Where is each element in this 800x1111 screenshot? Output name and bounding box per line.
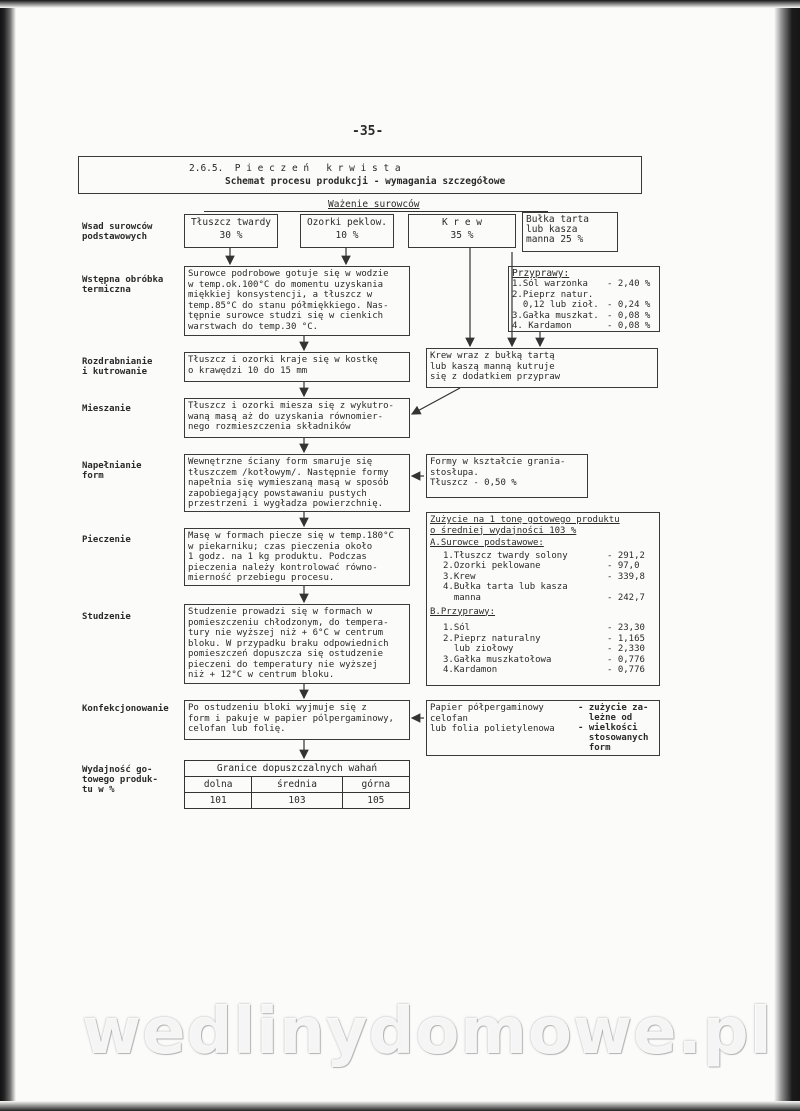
raw-material-blood: K r e w 35 %: [408, 214, 516, 248]
label-raw-input: Wsad surowców podstawowych: [82, 222, 153, 242]
yield-value-high: 105: [342, 793, 409, 809]
weighing-title: Ważenie surowców: [328, 199, 420, 210]
packing-box: Po ostudzeniu bloki wyjmuje się z form i pakuje w papier pólpergaminowy, celofan lub folię.: [184, 700, 410, 740]
yield-value-mid: 103: [252, 793, 342, 809]
raw-material-breadcrumbs: Bułka tarta lub kasza manna 25 %: [522, 212, 618, 252]
label-yield: Wydajność go- towego produk- tu w %: [82, 765, 158, 795]
mixing-box: Tłuszcz i ozorki miesza się z wykutro- waną masą aż do uzyskania równomier- nego rozmieszczenia składników: [184, 398, 410, 438]
consumption-title: Zużycie na 1 tonę gotowego produktu o średniej wydajności 103 %: [430, 515, 620, 536]
raw-material-fat: Tłuszcz twardy 30 %: [184, 214, 278, 248]
scan-edge-top: [0, 0, 800, 8]
yield-col-mid: średnia: [252, 777, 342, 793]
cooling-box: Studzenie prowadzi się w formach w pomieszczeniu chłodzonym, do tempera- tury nie wyższej niż + 6°C w centrum bloku. W przypadku braku odpowiednich pomieszczeń dopuszcza się ostudzenie pieczeni do temperatury nie wyższej niż + 12°C w centrum bloku.: [184, 604, 410, 684]
section-title: 2.6.5. P i e c z e ń k r w i s t a: [189, 163, 401, 174]
scan-edge-bottom: [0, 1101, 800, 1111]
forms-box: Formy w kształcie grania- stosłupa. Tłuszcz - 0,50 %: [426, 454, 588, 498]
consumption-section-b: B.Przyprawy:: [430, 606, 496, 617]
yield-table: [184, 760, 410, 809]
section-subtitle: Schemat procesu produkcji - wymagania szczegółowe: [225, 176, 506, 187]
watermark: wedlinydomowe.pl: [82, 995, 773, 1069]
yield-table-header: Granice dopuszczalnych wahań: [185, 761, 410, 777]
consumption-a-list: 1.Tłuszcz twardy solony - 291,2 2.Ozorki peklowane - 97,0 3.Krew - 339,8 4.Bułka tarta lub kasza manna - 242,7: [443, 550, 645, 603]
consumption-b-list: 1.Sól - 23,30 2.Pieprz naturalny lub ziołowy - 1,165 - 2,330 3.Gałka muszkatołowa - 0,776 4.Kardamon - 0,776: [443, 623, 645, 675]
label-thermal: Wstępna obróbka termiczna: [82, 275, 164, 295]
consumption-section-a: A.Surowce podstawowe:: [430, 538, 544, 548]
yield-value-low: 101: [185, 793, 252, 809]
consumption-box: [426, 512, 660, 686]
label-grinding: Rozdrabnianie i kutrowanie: [82, 357, 153, 377]
label-filling: Napełnianie form: [82, 461, 142, 481]
weighing-line: [204, 211, 548, 212]
filling-box: Wewnętrzne ściany form smaruje się tłuszczem /kotłowym/. Następnie formy napełnia się wymieszaną masą w sposób zapobiegający powstawaniu pustych przestrzeni i wygładza powierzchnię.: [184, 454, 410, 512]
label-baking: Pieczenie: [82, 535, 131, 545]
yield-col-low: dolna: [185, 777, 252, 793]
scan-edge-right: [774, 0, 800, 1111]
page-number: -35-: [352, 124, 384, 139]
scan-edge-left: [0, 0, 16, 1111]
baking-box: Masę w formach piecze się w temp.180°C w piekarniku; czas pieczenia około 1 godz. na 1 kg produktu. Podczas pieczenia należy kontrolować równo- mierność przebiegu procesu.: [184, 528, 410, 586]
label-mixing: Mieszanie: [82, 404, 131, 414]
header-box: [78, 156, 642, 194]
yield-col-high: górna: [342, 777, 409, 793]
thermal-box: Surowce podrobowe gotuje się w wodzie w temp.ok.100°C do momentu uzyskania miękkiej konsystencji, a tłuszcz w temp.85°C do stanu półmiękkiego. Nas- tępnie surowce studzi się w cienkich warstwach do temp.30 °C.: [184, 266, 410, 336]
label-cooling: Studzenie: [82, 612, 131, 622]
grinding-box: Tłuszcz i ozorki kraje się w kostkę o krawędzi 10 do 15 mm: [184, 352, 410, 382]
blood-mixing-box: Krew wraz z bułką tartą lub kaszą manną kutruje się z dodatkiem przypraw: [426, 348, 658, 388]
raw-material-tongues: Ozorki peklow. 10 %: [300, 214, 394, 248]
packing-materials-box: Papier półpergaminowy celofan lub folia polietylenowa - zużycie za- leżne od - wielkości stosowanych form: [426, 700, 660, 756]
spices-box: Przyprawy: 1.Sól warzonka - 2,40 % 2.Pieprz natur. 0,12 lub zioł. - 0,24 % 3.Gałka muszkat. - 0,08 % 4. Kardamon - 0,08 %: [508, 266, 660, 332]
label-packing: Konfekcjonowanie: [82, 704, 169, 714]
